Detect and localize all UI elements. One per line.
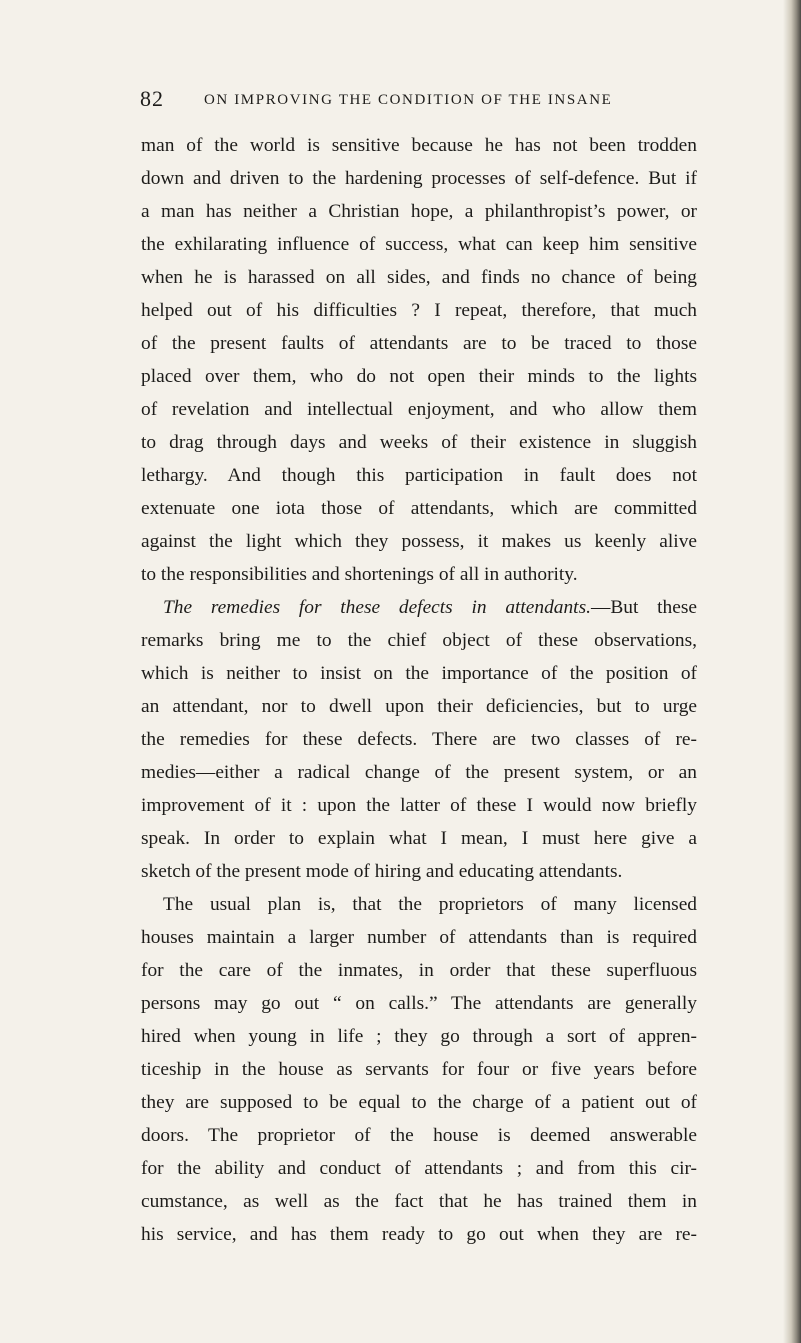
- text-line: ticeship in the house as servants for four or five years before: [141, 1059, 697, 1080]
- text-line: doors. The proprietor of the house is deemed answerable: [141, 1125, 697, 1146]
- text-line: for the care of the inmates, in order that these superfluous: [141, 960, 697, 981]
- text-line: speak. In order to explain what I mean, I must here give a: [141, 828, 697, 849]
- text-line: for the ability and conduct of attendants ; and from this cir-: [141, 1158, 697, 1179]
- text-line: an attendant, nor to dwell upon their deficiencies, but to urge: [141, 696, 697, 717]
- page-header: [140, 86, 700, 116]
- text-line: the exhilarating influence of success, what can keep him sensitive: [141, 234, 697, 255]
- text-line: sketch of the present mode of hiring and educating attendants.: [141, 861, 623, 882]
- text-line: which is neither to insist on the importance of the position of: [141, 663, 697, 684]
- text-line: of revelation and intellectual enjoyment, and who allow them: [141, 399, 697, 420]
- text-fragment: —But these: [590, 597, 697, 618]
- text-line: The usual plan is, that the proprietors of many licensed: [163, 894, 697, 915]
- text-line: persons may go out “ on calls.” The attendants are generally: [141, 993, 697, 1014]
- running-head: ON IMPROVING THE CONDITION OF THE INSANE: [204, 92, 613, 108]
- paragraph-heading-line: [141, 591, 697, 624]
- text-line: to the responsibilities and shortenings of all in authority.: [141, 564, 578, 585]
- paragraph-heading: The remedies for these defects in attendants.: [163, 597, 591, 618]
- text-line: cumstance, as well as the fact that he has trained them in: [141, 1191, 697, 1212]
- text-line: against the light which they possess, it makes us keenly alive: [141, 531, 697, 552]
- text-line: extenuate one iota those of attendants, which are committed: [141, 498, 697, 519]
- text-line: placed over them, who do not open their minds to the lights: [141, 366, 697, 387]
- text-line: of the present faults of attendants are to be traced to those: [141, 333, 697, 354]
- text-line: lethargy. And though this participation in fault does not: [141, 465, 697, 486]
- body-text: [141, 129, 697, 1251]
- text-line: a man has neither a Christian hope, a philanthropist’s power, or: [141, 201, 697, 222]
- text-line: remarks bring me to the chief object of these observations,: [141, 630, 697, 651]
- text-line: improvement of it : upon the latter of these I would now briefly: [141, 795, 697, 816]
- text-line: man of the world is sensitive because he has not been trodden: [141, 135, 697, 156]
- text-line: the remedies for these defects. There are two classes of re-: [141, 729, 697, 750]
- text-line: to drag through days and weeks of their existence in sluggish: [141, 432, 697, 453]
- page-number: 82: [140, 86, 164, 111]
- text-line: helped out of his difficulties ? I repeat, therefore, that much: [141, 300, 697, 321]
- page-edge-shadow: [783, 0, 801, 1343]
- text-line: down and driven to the hardening processes of self-defence. But if: [141, 168, 697, 189]
- text-line: they are supposed to be equal to the charge of a patient out of: [141, 1092, 697, 1113]
- text-line: houses maintain a larger number of attendants than is required: [141, 927, 697, 948]
- text-line: medies—either a radical change of the present system, or an: [141, 762, 697, 783]
- text-line: when he is harassed on all sides, and finds no chance of being: [141, 267, 697, 288]
- text-line: hired when young in life ; they go through a sort of appren-: [141, 1026, 697, 1047]
- text-line: his service, and has them ready to go out when they are re-: [141, 1224, 697, 1245]
